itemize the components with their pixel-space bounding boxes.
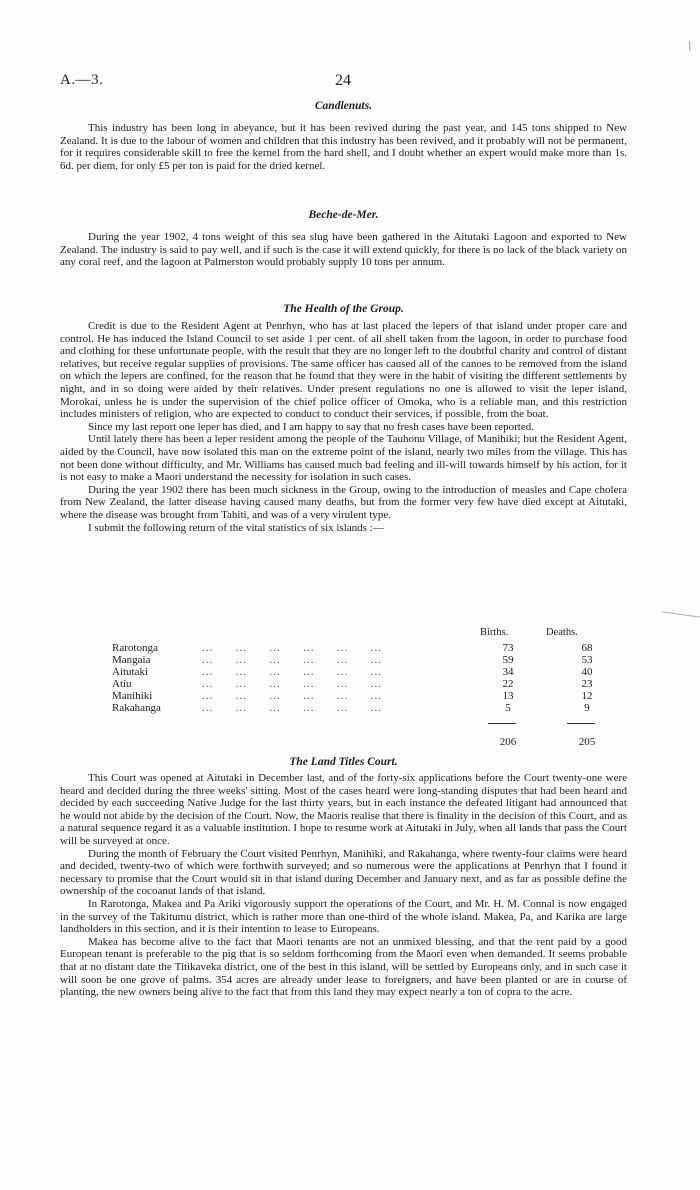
- paragraph: During the year 1902, 4 tons weight of this sea slug have been gathered in the Aitutaki Lagoon and exported to New Zealand. The industry is said to pay well, and if such is the case it will extend quickly, for there is no lack of the black variety on any coral reef, and the lagoon at Palmerston would probably supply 10 tons per annum.: [60, 231, 627, 269]
- table-row: [112, 666, 627, 678]
- table-row: [112, 678, 627, 690]
- births-total-rule: [488, 723, 516, 724]
- section-heading: The Health of the Group.: [283, 303, 404, 315]
- leader-dots: ... ... ... ... ... ...: [202, 702, 382, 714]
- deaths-value: 68: [581, 642, 593, 654]
- corner-mark: ❘: [686, 40, 694, 50]
- births-column-header: Births.: [480, 627, 509, 638]
- births-value: 13: [502, 690, 514, 702]
- island-name: Manihiki: [112, 690, 153, 702]
- table-row: [112, 702, 627, 714]
- section-land-titles-court: [60, 754, 627, 999]
- births-value: 34: [502, 666, 514, 678]
- deaths-value: 9: [584, 702, 590, 714]
- section-heading: Candlenuts.: [314, 100, 373, 112]
- deaths-total: 205: [578, 736, 596, 748]
- table-row: [112, 690, 627, 702]
- leader-dots: ... ... ... ... ... ...: [202, 654, 382, 666]
- leader-dots: ... ... ... ... ... ...: [202, 690, 382, 702]
- section-candlenuts: [60, 98, 627, 172]
- leader-dots: ... ... ... ... ... ...: [202, 642, 382, 654]
- table-row: [112, 654, 627, 666]
- island-name: Aitutaki: [112, 666, 149, 678]
- paragraph: This Court was opened at Aitutaki in December last, and of the forty-six applications before the Court twenty-one were heard and decided during the three weeks' sitting. Most of the cases heard were long-standing disputes that had been heard and decided by each succeeding Native Judge for the last thirty years, but in each instance the defeated litigant had announced that he would not abide by the decision of the Court. Now, the Maoris realise that there is finality in the decision of this Court, and as a natural sequence regard it as a valuable institution. I hope to resume work at Aitutaki in July, when all lands that pass the Court will be surveyed at once.: [60, 772, 627, 847]
- deaths-column-header: Deaths.: [546, 627, 578, 638]
- births-total: 206: [499, 736, 517, 748]
- paragraph: During the month of February the Court visited Penrhyn, Manihiki, and Rakahanga, where twenty-four claims were heard and decided, twenty-two of which were forthwith surveyed; and so numerous were the applications at Penrhyn that I found it necessary to promise that the Court would sit in that island during December and January next, and as far as possible define the ownership of the cocoanut lands of that island.: [60, 847, 627, 898]
- section-heading: The Land Titles Court.: [289, 756, 398, 768]
- deaths-total-rule: [567, 723, 595, 724]
- page-number: 24: [335, 72, 351, 89]
- section-heading: Beche-de-Mer.: [308, 209, 379, 221]
- paragraph: Until lately there has been a leper resident among the people of the Tauhonu Village, of Manihiki; but the Resident Agent, aided by the Council, have now isolated this man on the extreme point of the island, nearly two miles from the village. This has not been done without difficulty, and Mr. Williams has caused much bad feeling and ill-will towards himself by his action, for it is not easy to make a Maori understand the necessity for isolation in such cases.: [60, 433, 627, 484]
- island-name: Atiu: [112, 678, 132, 690]
- deaths-value: 12: [581, 690, 593, 702]
- births-value: 5: [505, 702, 511, 714]
- deaths-value: 53: [581, 654, 593, 666]
- edge-mark: [662, 611, 700, 617]
- paragraph: Since my last report one leper has died, and I am happy to say that no fresh cases have been reported.: [88, 420, 534, 433]
- paragraph: Credit is due to the Resident Agent at Penrhyn, who has at last placed the lepers of that island under proper care and control. He has induced the Island Council to set aside 1 per cent. of all shell taken from the lagoon, in order to purchase food and clothing for these unfortunate people, with the result that they are no longer left to the doubtful charity and control of distant relatives, but receive regular supplies of provisions. The same officer has caused all of the canoes to be removed from the island on which the lepers are confined, for the reason that he found that they were in the habit of visiting the different settlements by night, and in so doing were aided by their relatives. Under present regulations no one is allowed to visit the leper island, Morokai, unless he is under the supervision of the chief police officer of Omoka, who is a reliable man, and this restriction includes ministers of religion, who are expected to conduct to conduct their services, if possible, from the boat.: [60, 320, 627, 421]
- paragraph: In Rarotonga, Makea and Pa Ariki vigorously support the operations of the Court, and Mr. H. M. Connal is now engaged in the survey of the Takitumu district, which is rather more than one-third of the whole island. Makea, Pa, and Karika are large landholders in this section, and it is their intention to lease to Europeans.: [60, 897, 627, 936]
- births-value: 73: [502, 642, 514, 654]
- births-value: 59: [502, 654, 514, 666]
- section-beche-de-mer: [60, 207, 627, 269]
- paragraph: I submit the following return of the vital statistics of six islands :—: [88, 521, 384, 534]
- deaths-value: 40: [581, 666, 593, 678]
- births-value: 22: [502, 678, 514, 690]
- island-name: Rakahanga: [112, 702, 161, 714]
- paragraph: This industry has been long in abeyance, but it has been revived during the past year, and 145 tons shipped to New Zealand. It is due to the labour of women and children that this industry has been revived, and it probably will not be permanent, for it requires considerable skill to free the kernel from the hard shell, and I doubt whether an expert would make more than 1s. 6d. per diem, for only £5 per ton is paid for the dried kernel.: [60, 122, 627, 172]
- deaths-value: 23: [581, 678, 593, 690]
- section-health: [60, 301, 627, 534]
- leader-dots: ... ... ... ... ... ...: [202, 666, 382, 678]
- paragraph: Makea has become alive to the fact that Maori tenants are not an unmixed blessing, and that the rent paid by a good European tenant is preferable to the pig that is so seldom forthcoming from the Maori even when demanded. It seems probable that at no distant date the Titikaveka district, one of the best in this island, will be settled by Europeans only, and in such case it will soon be one grove of palms. 354 acres are already under lease to foreigners, and have been planted or are in course of planting, the new owners being alive to the fact that from this land they may expect nearly a ton of copra to the acre.: [60, 935, 627, 999]
- leader-dots: ... ... ... ... ... ...: [202, 678, 382, 690]
- document-reference: A.—3.: [60, 72, 104, 88]
- table-row: [112, 642, 627, 654]
- island-name: Mangaia: [112, 654, 151, 666]
- paragraph: During the year 1902 there has been much sickness in the Group, owing to the introduction of measles and Cape cholera from New Zealand, the latter disease having caused many deaths, but from the former very few have died except at Aitutaki, where the disease was brought from Tahiti, and was of a very virulent type.: [60, 483, 627, 521]
- island-name: Rarotonga: [112, 642, 158, 654]
